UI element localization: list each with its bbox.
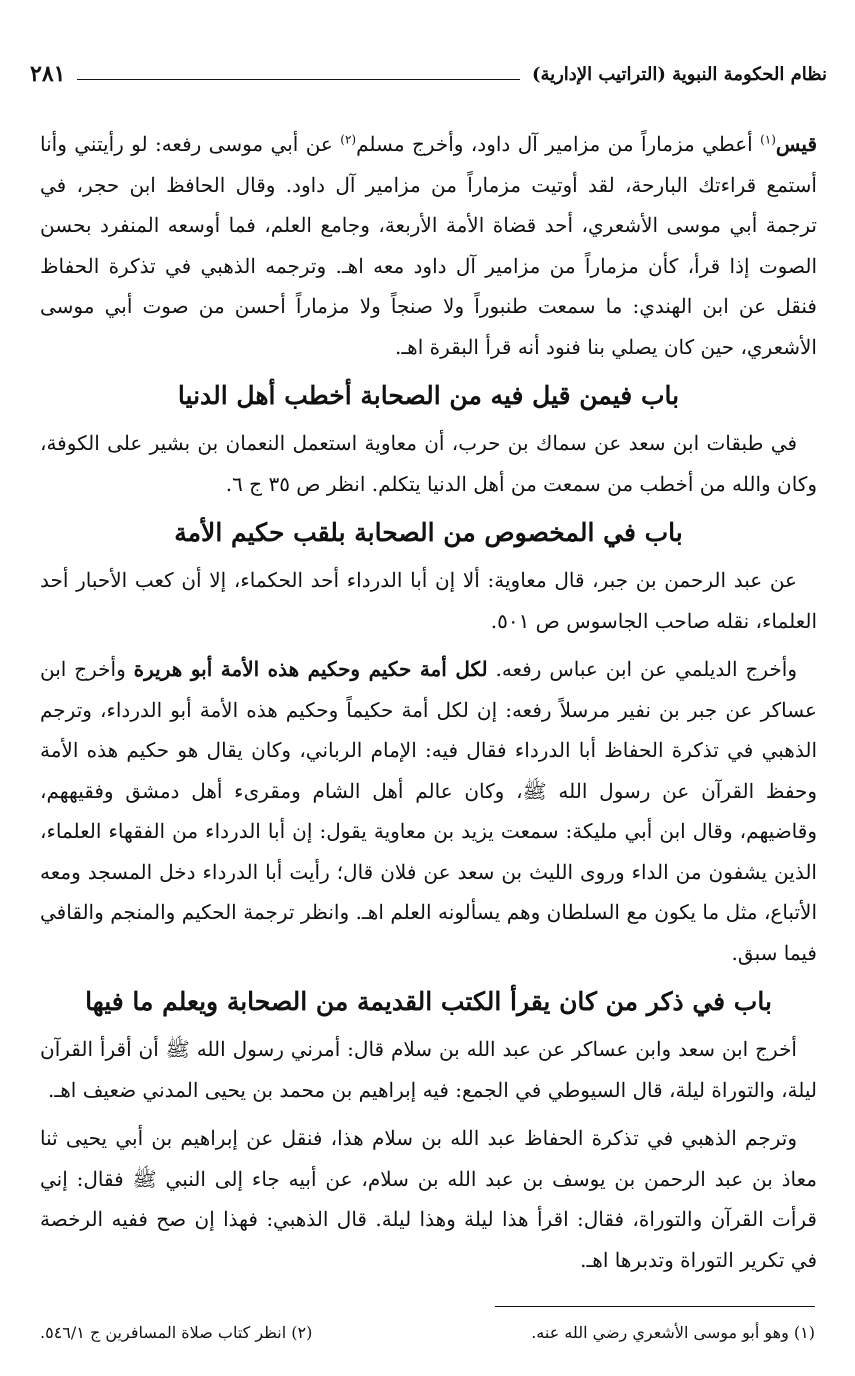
paragraph-abu-darda — [40, 649, 817, 973]
paragraph-text: أعطي مزماراً من مزامير آل داود، وأخرج مسلم — [356, 132, 761, 156]
paragraph-orator: في طبقات ابن سعد عن سماك بن حرب، أن معاوية استعمل النعمان بن بشير على الكوفة، وكان والله من أخطب من سمعت من أهل الدنيا يتكلم. انظر ص ٣٥ ج ٦. — [40, 431, 817, 496]
paragraph-ibn-salam: أخرج ابن سعد وابن عساكر عن عبد الله بن سلام قال: أمرني رسول الله ﷺ أن أقرأ القرآن ليلة، والتوراة ليلة، قال السيوطي في الجمع: فيه إبراهيم بن محمد بن يحيى المدني ضعيف اهـ. — [40, 1037, 817, 1102]
footnote-2: (٢) انظر كتاب صلاة المسافرين ج ٥٤٦/١. — [40, 1323, 313, 1342]
paragraph-dhahabi: وترجم الذهبي في تذكرة الحفاظ عبد الله بن سلام هذا، فنقل عن إبراهيم بن أبي يحيى ثنا معاذ بن عبد الرحمن بن يوسف بن عبد الله بن سلام، عن أبيه جاء إلى النبي ﷺ فقال: إني قرأت القرآن والتوراة، فقال: اقرأ هذا ليلة وهذا ليلة. قال الذهبي: فهذا إن صح ففيه الرخصة في تكرير التوراة وتدبرها اهـ. — [40, 1126, 817, 1272]
footnotes — [40, 1318, 815, 1348]
header-rule — [77, 79, 519, 80]
section-heading-orator: باب فيمن قيل فيه من الصحابة أخطب أهل الدنيا — [177, 381, 680, 410]
paragraph-abu-musa — [40, 124, 817, 367]
paragraph-text: وأخرج الديلمي عن ابن عباس رفعه. — [487, 657, 797, 681]
running-header — [30, 58, 827, 90]
page-number: ٢٨١ — [30, 61, 66, 87]
footnote-1: (١) وهو أبو موسى الأشعري رضي الله عنه. — [531, 1323, 815, 1342]
page-body — [40, 124, 817, 1280]
footnote-ref-1[interactable]: (١) — [760, 132, 776, 147]
footnote-rule — [495, 1306, 815, 1307]
paragraph-text: عن أبي موسى رفعه: لو رأيتني وأنا أستمع قراءتك البارحة، لقد أوتيت مزماراً من مزامير آل داود. وقال الحافظ ابن حجر، في ترجمة أبي موسى الأشعري، أحد قضاة الأمة الأربعة، وجامع العلم، فما أوسعه المنفرد بحسن الصوت إذا قرأ، كأن مزماراً من مزامير آل داود معه اهـ. وترجمه الذهبي في تذكرة الحفاظ فنقل عن ابن الهندي: ما سمعت طنبوراً ولا صنجاً ولا مزماراً أحسن من صوت أبي موسى الأشعري، حين كان يصلي بنا فنود أنه قرأ البقرة اهـ. — [40, 132, 817, 359]
running-title: نظام الحكومة النبوية (التراتيب الإدارية) — [531, 63, 827, 85]
paragraph-lead-word: قيس — [775, 132, 817, 156]
section-heading-old-books: باب في ذكر من كان يقرأ الكتب القديمة من الصحابة ويعلم ما فيها — [85, 987, 772, 1016]
footnote-ref-2[interactable]: (٢) — [340, 132, 357, 147]
section-heading-wise-man: باب في المخصوص من الصحابة بلقب حكيم الأمة — [174, 518, 683, 547]
paragraph-text: وأخرج ابن عساكر عن جبر بن نفير مرسلاً رفعه: إن لكل أمة حكيماً وحكيم هذه الأمة أبو الدرداء، وترجم الذهبي في تذكرة الحفاظ أبا الدرداء فقال فيه: الإمام الرباني، وكان يقال هو حكيم هذه الأمة وحفظ القرآن عن رسول الله ﷺ، وكان عالم أهل الشام ومقرىء أهل دمشق وفقيههم، وقاضيهم، وقال ابن أبي مليكة: سمعت يزيد بن معاوية يقول: إن أبا الدرداء من الفقهاء العلماء، الذين يشفون من الداء وروى الليث بن سعد عن فلان قال؛ رأيت أبا الدرداء دخل المسجد ومعه الأتباع، مثل ما يكون مع السلطان وهم يسألونه العلم اهـ. وانظر ترجمة الحكيم والمنجم والقافي فيما سبق. — [40, 657, 817, 965]
hadith-bold-text: لكل أمة حكيم وحكيم هذه الأمة أبو هريرة — [133, 657, 488, 681]
paragraph-wise-man: عن عبد الرحمن بن جبر، قال معاوية: ألا إن أبا الدرداء أحد الحكماء، إلا أن كعب الأحبار أحد العلماء، نقله صاحب الجاسوس ص ٥٠١. — [40, 568, 817, 633]
